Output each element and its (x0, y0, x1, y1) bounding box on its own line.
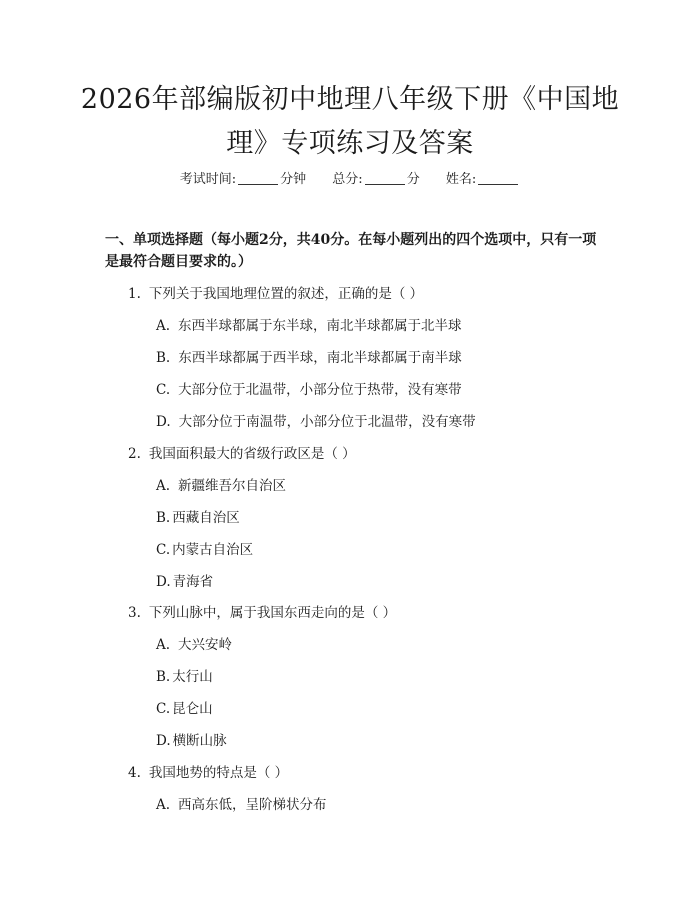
document-title: 2026年部编版初中地理八年级下册《中国地理》专项练习及答案 (80, 84, 620, 159)
section-heading: 一、单项选择题（每小题2分，共40分。在每小题列出的四个选项中，只有一项是最符合题目要求的。） (105, 232, 597, 270)
exam-time-unit: 分钟 (280, 172, 307, 187)
option-label: B. (156, 510, 171, 526)
question-number: 4. (128, 765, 141, 781)
student-name-blank (478, 172, 518, 185)
student-name-field (446, 172, 520, 187)
option-text: 太行山 (172, 669, 213, 685)
question-number: 3. (128, 605, 141, 621)
total-score-unit: 分 (406, 172, 420, 187)
option-label: D. (156, 733, 171, 749)
option-3b (156, 665, 213, 685)
question-number: 1. (128, 286, 141, 302)
option-text: 东西半球都属于东半球，南北半球都属于北半球 (178, 318, 462, 334)
total-score-blank (365, 172, 405, 185)
option-label: A. (156, 318, 171, 334)
option-label: D. (156, 414, 171, 430)
option-1d (156, 410, 476, 430)
exam-time-field (180, 172, 311, 187)
exam-time-label: 考试时间: (179, 172, 237, 187)
option-label: D. (156, 574, 171, 590)
total-score-label: 总分: (332, 172, 363, 187)
option-2a (156, 474, 286, 494)
option-4a (156, 793, 327, 813)
option-label: A. (156, 637, 171, 653)
option-2b (156, 506, 240, 526)
option-label: C. (156, 542, 171, 558)
option-3c (156, 697, 213, 717)
option-label: B. (156, 669, 171, 685)
exam-time-blank (238, 172, 278, 185)
option-label: C. (156, 382, 171, 398)
question-2 (128, 442, 356, 462)
exam-meta (0, 168, 700, 187)
option-text: 青海省 (172, 574, 214, 590)
option-label: A. (156, 797, 171, 813)
option-2d (156, 570, 213, 590)
option-2c (156, 538, 253, 558)
option-label: C. (156, 701, 171, 717)
option-text: 大部分位于北温带，小部分位于热带，没有寒带 (178, 382, 462, 398)
option-1c (156, 378, 462, 398)
option-text: 大部分位于南温带，小部分位于北温带，没有寒带 (178, 414, 476, 430)
option-label: A. (156, 478, 171, 494)
option-text: 新疆维吾尔自治区 (178, 478, 287, 494)
option-1b (156, 346, 462, 366)
option-3a (156, 633, 232, 653)
option-text: 西藏自治区 (172, 510, 240, 526)
option-1a (156, 314, 462, 334)
student-name-label: 姓名: (445, 172, 477, 187)
total-score-field (332, 172, 424, 187)
option-text: 西高东低，呈阶梯状分布 (178, 797, 327, 813)
option-text: 昆仑山 (172, 701, 213, 717)
question-1 (128, 282, 423, 302)
question-4 (128, 761, 288, 781)
option-3d (156, 729, 227, 749)
question-text: 我国地势的特点是（ ） (148, 765, 289, 781)
option-label: B. (156, 350, 171, 366)
question-text: 下列关于我国地理位置的叙述，正确的是（ ） (148, 286, 424, 302)
option-text: 内蒙古自治区 (172, 542, 254, 558)
option-text: 东西半球都属于西半球，南北半球都属于南半球 (178, 350, 462, 366)
question-text: 下列山脉中，属于我国东西走向的是（ ） (148, 605, 397, 621)
option-text: 大兴安岭 (178, 637, 233, 653)
question-text: 我国面积最大的省级行政区是（ ） (148, 446, 356, 462)
question-3 (128, 601, 396, 621)
question-number: 2. (128, 446, 141, 462)
option-text: 横断山脉 (172, 733, 227, 749)
